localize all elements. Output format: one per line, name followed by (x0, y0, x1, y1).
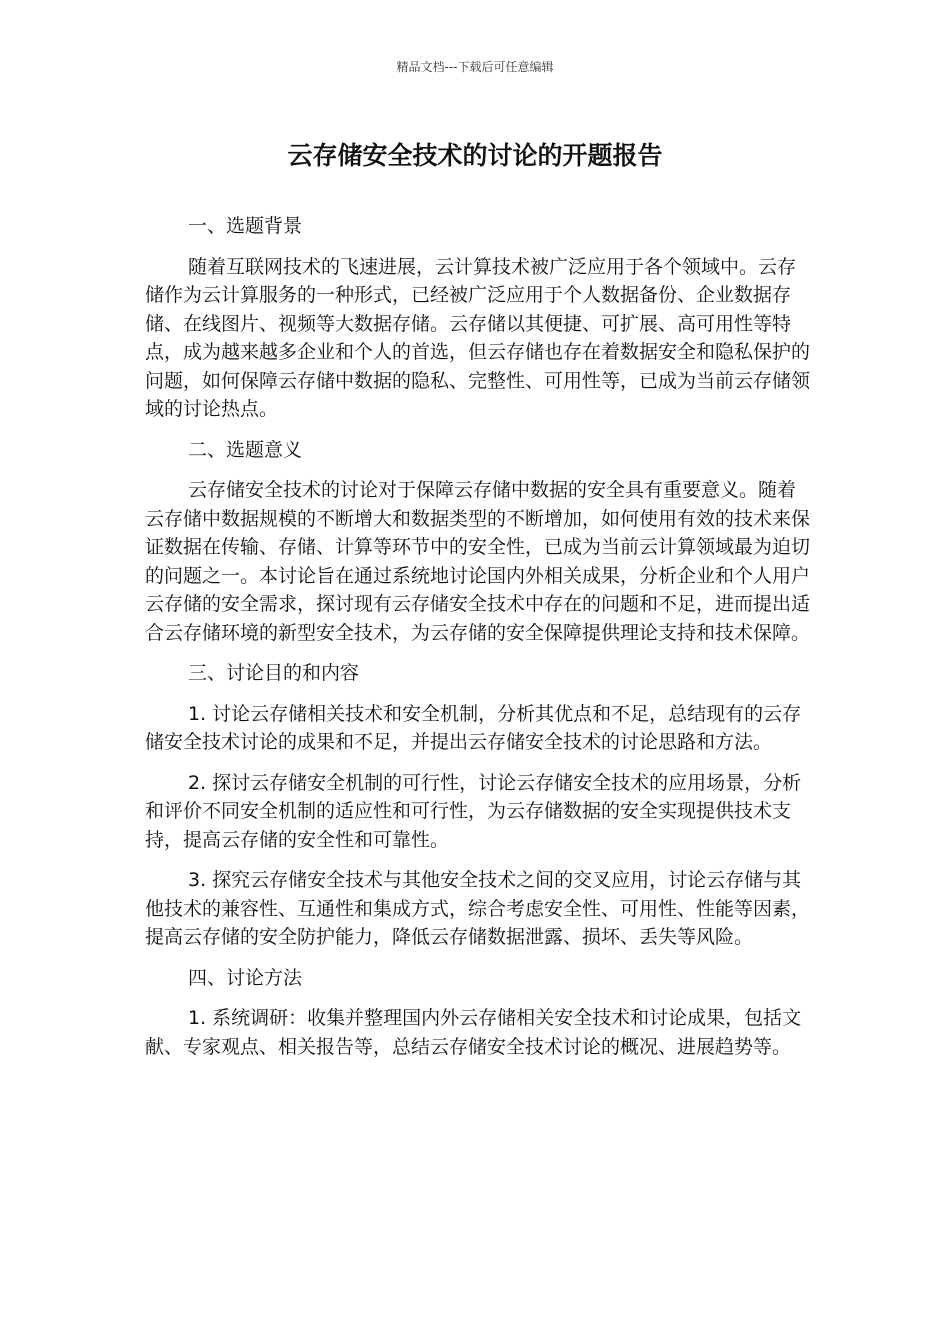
paragraph-background: 随着互联网技术的飞速进展，云计算技术被广泛应用于各个领域中。云存储作为云计算服务的一种形式，已经被广泛应用于个人数据备份、企业数据存储、在线图片、视频等大数据存储。云存储以其便捷、可扩展、高可用性等特点，成为越来越多企业和个人的首选，但云存储也存在着数据安全和隐私保护的问题，如何保障云存储中数据的隐私、完整性、可用性等，已成为当前云存储领域的讨论热点。 (145, 255, 811, 420)
paragraph-goal-1: 1. 讨论云存储相关技术和安全机制，分析其优点和不足，总结现有的云存储安全技术讨论的成果和不足，并提出云存储安全技术的讨论思路和方法。 (145, 702, 802, 753)
paragraph-significance: 云存储安全技术的讨论对于保障云存储中数据的安全具有重要意义。随着云存储中数据规模的不断增大和数据类型的不断增加，如何使用有效的技术来保证数据在传输、存储、计算等环节中的安全性，已成为当前云计算领域最为迫切的问题之一。本讨论旨在通过系统地讨论国内外相关成果，分析企业和个人用户云存储的安全需求，探讨现有云存储安全技术中存在的问题和不足，进而提出适合云存储环境的新型安全技术，为云存储的安全保障提供理论支持和技术保障。 (145, 479, 811, 644)
section-heading-background: 一、选题背景 (188, 215, 303, 237)
section-heading-significance: 二、选题意义 (188, 438, 303, 461)
document-title: 云存储安全技术的讨论的开题报告 (287, 141, 663, 170)
section-heading-goals: 三、讨论目的和内容 (188, 662, 360, 684)
paragraph-method-1: 1. 系统调研：收集并整理国内外云存储相关安全技术和讨论成果，包括文献、专家观点、相关报告等，总结云存储安全技术讨论的概况、进展趋势等。 (145, 1007, 802, 1058)
header-note: 精品文档---下载后可任意编辑 (396, 60, 554, 74)
section-heading-methods: 四、讨论方法 (188, 966, 303, 989)
document-body (145, 212, 810, 1073)
paragraph-goal-3: 3. 探究云存储安全技术与其他安全技术之间的交叉应用，讨论云存储与其他技术的兼容性、互通性和集成方式，综合考虑安全性、可用性、性能等因素，提高云存储的安全防护能力，降低云存储数据泄露、损坏、丢失等风险。 (145, 869, 811, 948)
paragraph-goal-2: 2. 探讨云存储安全机制的可行性，讨论云存储安全技术的应用场景，分析和评价不同安全机制的适应性和可行性，为云存储数据的安全实现提供技术支持，提高云存储的安全性和可靠性。 (145, 771, 802, 851)
